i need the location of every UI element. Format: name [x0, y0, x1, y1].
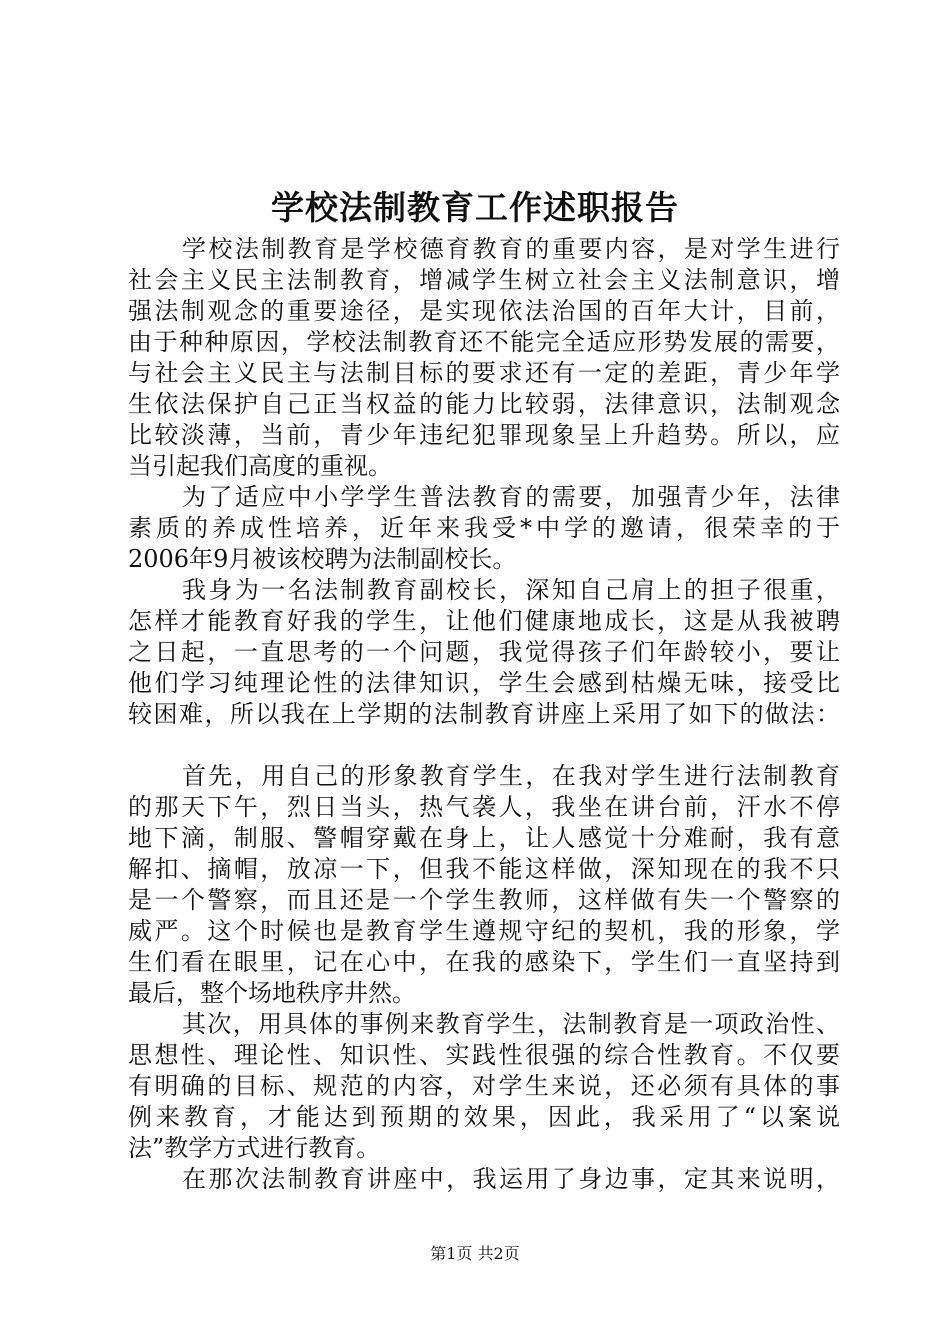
paragraph-line: 生们看在眼里，记在心中，在我的感染下，学生们一直坚持到 [128, 948, 840, 976]
paragraph-line: 其次，用具体的事例来教育学生，法制教育是一项政治性、 [182, 1010, 840, 1038]
paragraph-line: 怎样才能教育好我的学生，让他们健康地成长，这是从我被聘 [128, 607, 840, 635]
paragraph-line: 之日起，一直思考的一个问题，我觉得孩子们年龄较小，要让 [128, 638, 840, 666]
paragraph-line: 为了适应中小学学生普法教育的需要，加强青少年，法律 [182, 483, 840, 511]
paragraph-line: 社会主义民主法制教育，增减学生树立社会主义法制意识，增 [128, 266, 840, 294]
paragraph-line: 首先，用自己的形象教育学生，在我对学生进行法制教育 [182, 762, 840, 790]
paragraph-line: 地下滴，制服、警帽穿戴在身上，让人感觉十分难耐，我有意 [128, 824, 840, 852]
paragraph-line: 思想性、理论性、知识性、实践性很强的综合性教育。不仅要 [128, 1041, 840, 1069]
paragraph-line: 在那次法制教育讲座中，我运用了身边事，定其来说明， [182, 1165, 840, 1193]
paragraph-line: 解扣、摘帽，放凉一下，但我不能这样做，深知现在的我不只 [128, 855, 840, 883]
document-title: 学校法制教育工作述职报告 [271, 188, 679, 227]
paragraph-line: 比较淡薄，当前，青少年违纪犯罪现象呈上升趋势。所以，应 [128, 421, 840, 449]
paragraph-line: 我身为一名法制教育副校长，深知自己肩上的担子很重， [182, 576, 840, 604]
paragraph-line: 强法制观念的重要途径，是实现依法治国的百年大计，目前， [128, 297, 840, 325]
blank-line [128, 730, 840, 761]
paragraph-line: 是一个警察，而且还是一个学生教师，这样做有失一个警察的 [128, 886, 840, 914]
paragraph-line: 生依法保护自己正当权益的能力比较弱，法律意识，法制观念 [128, 390, 840, 418]
paragraph-line: 2006年9月被该校聘为法制副校长。 [128, 545, 517, 573]
paragraph-line: 他们学习纯理论性的法律知识，学生会感到枯燥无味，接受比 [128, 669, 840, 697]
paragraph-line: 与社会主义民主与法制目标的要求还有一定的差距，青少年学 [128, 359, 840, 387]
paragraph-line: 威严。这个时候也是教育学生遵规守纪的契机，我的形象，学 [128, 917, 840, 945]
paragraph-line: 由于种种原因，学校法制教育还不能完全适应形势发展的需要， [128, 328, 840, 356]
paragraph-line: 学校法制教育是学校德育教育的重要内容，是对学生进行 [182, 235, 840, 263]
paragraph-line: 法”教学方式进行教育。 [128, 1134, 381, 1162]
paragraph-line: 有明确的目标、规范的内容，对学生来说，还必须有具体的事 [128, 1072, 840, 1100]
page-footer: 第1页 共2页 [430, 1244, 520, 1263]
paragraph-line: 最后，整个场地秩序井然。 [128, 979, 416, 1007]
paragraph-line: 素质的养成性培养，近年来我受*中学的邀请，很荣幸的于 [128, 514, 840, 542]
paragraph-line: 的那天下午，烈日当头，热气袭人，我坐在讲台前，汗水不停 [128, 793, 840, 821]
document-body [128, 234, 840, 1195]
paragraph-line: 当引起我们高度的重视。 [128, 452, 392, 480]
paragraph-line: 例来教育，才能达到预期的效果，因此，我采用了“以案说 [128, 1103, 840, 1131]
paragraph-line: 较困难，所以我在上学期的法制教育讲座上采用了如下的做法： [128, 700, 840, 728]
